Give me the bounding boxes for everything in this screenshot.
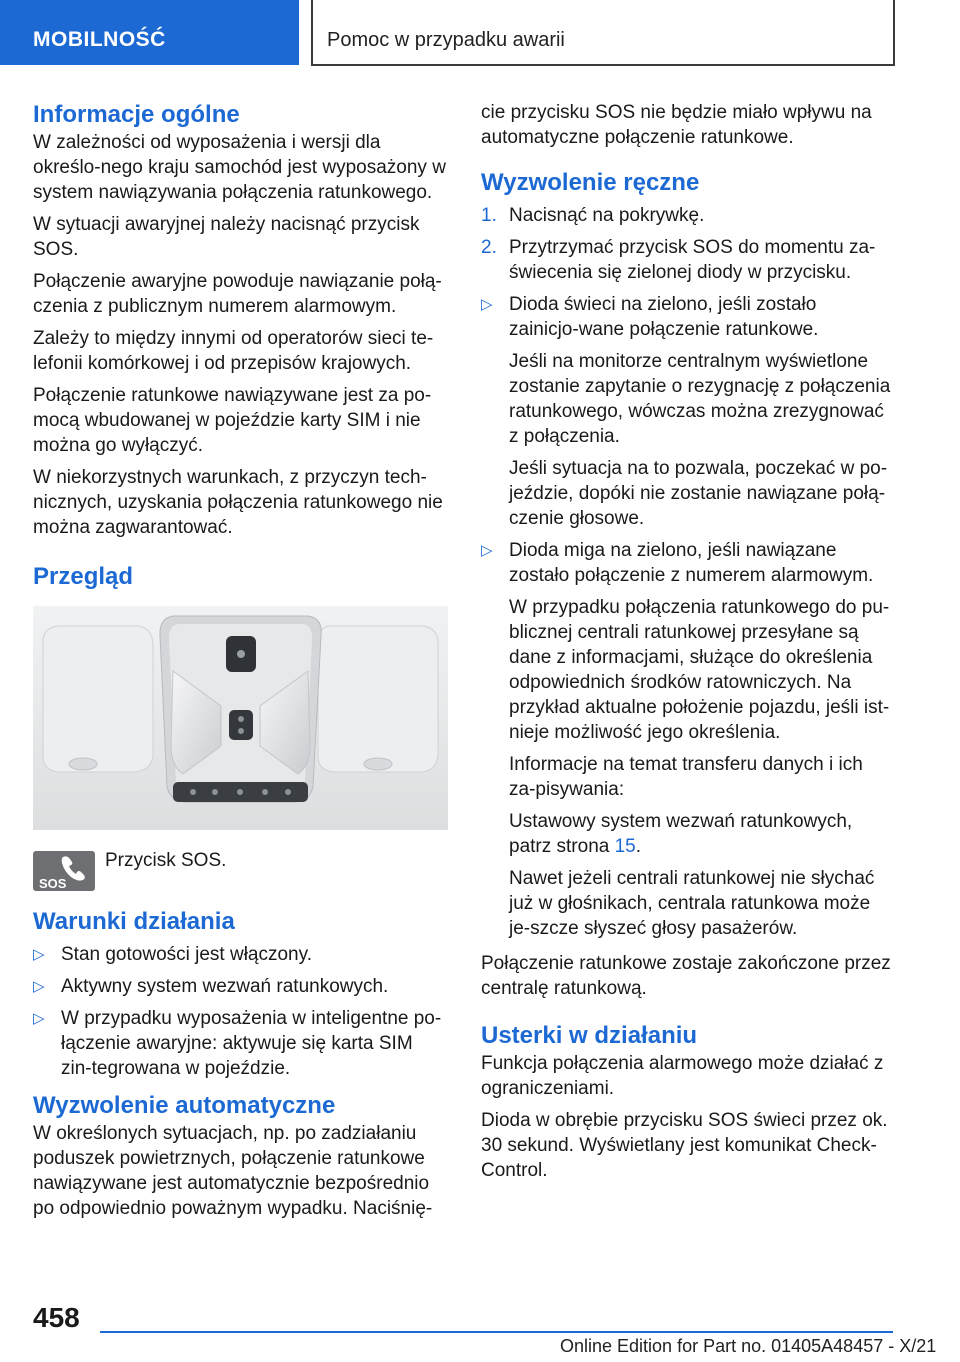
reference-text: Ustawowy system wezwań ratunkowych, patrz strona xyxy=(509,811,853,857)
list-item-text: W przypadku wyposażenia w inteligentne po-łączenie awaryjne: aktywuje się karta SIM zin-tegrowana w pojeździe. xyxy=(61,1008,442,1079)
paragraph: W niekorzystnych warunkach, z przyczyn tech-nicznych, uzyskania połączenia ratunkowego nie można zagwarantować. xyxy=(33,467,443,538)
sos-phone-icon xyxy=(33,851,95,891)
list-item-text: Dioda miga na zielono, jeśli nawiązane zostało połączenie z numerem alarmowym. xyxy=(509,540,874,586)
section-tab-label: MOBILNOŚĆ xyxy=(33,28,166,51)
sos-icon-label: SOS xyxy=(39,876,67,891)
section-tab[interactable] xyxy=(0,0,299,65)
list-item-subtext: Nawet jeżeli centrali ratunkowej nie słychać już w głośnikach, centrala ratunkowa może je-szcze słyszeć głosy pasażerów. xyxy=(509,868,875,939)
list-item-subtext xyxy=(509,809,891,859)
list-item-subtext: Informacje na temat transferu danych i ich za-pisywania: xyxy=(509,754,863,800)
paragraph: Funkcja połączenia alarmowego może działać z ograniczeniami. xyxy=(481,1053,884,1099)
page-number: 458 xyxy=(33,1302,80,1333)
header-divider xyxy=(893,0,895,65)
heading-manual-trigger: Wyzwolenie ręczne xyxy=(481,169,700,196)
heading-faults: Usterki w działaniu xyxy=(481,1022,698,1049)
reference-punct: . xyxy=(635,836,642,857)
heading-general-info: Informacje ogólne xyxy=(33,101,240,128)
paragraph: Połączenie ratunkowe zostaje zakończone przez centralę ratunkową. xyxy=(481,953,891,999)
paragraph: Dioda w obrębie przycisku SOS świeci przez ok. 30 sekund. Wyświetlany jest komunikat Check-Control. xyxy=(481,1110,888,1181)
paragraph: W sytuacji awaryjnej należy nacisnąć przycisk SOS. xyxy=(33,214,420,260)
conditions-list xyxy=(33,942,448,1081)
edition-note: Online Edition for Part no. 01405A48457 - X/21 xyxy=(560,1336,937,1356)
list-item-text: Dioda świeci na zielono, jeśli zostało zainicjo-wane połączenie ratunkowe. xyxy=(509,294,819,340)
sos-legend xyxy=(33,846,448,891)
triangle-right-outline-icon: ▷ xyxy=(33,1010,45,1027)
list-item xyxy=(33,1006,448,1081)
list-item-subtext: W przypadku połączenia ratunkowego do pu-blicznej centrali ratunkowej przesyłane są dane z informacjami, służące do określenia odpowiednich środków ratowniczych. Na przykład aktualne położenie pojazdu, jeśli ist-nieje możliwość jego określenia. xyxy=(509,597,890,743)
header-divider xyxy=(311,0,313,65)
led-status-list xyxy=(481,292,891,941)
paragraph: Połączenie awaryjne powoduje nawiązanie połą-czenia z publicznym numerem alarmowym. xyxy=(33,271,442,317)
header-divider xyxy=(311,64,895,66)
paragraph: cie przycisku SOS nie będzie miało wpływu na automatyczne połączenie ratunkowe. xyxy=(481,102,872,148)
page-reference-link[interactable]: 15 xyxy=(614,836,636,857)
list-item xyxy=(481,292,891,531)
list-item-text: Aktywny system wezwań ratunkowych. xyxy=(61,976,389,997)
heading-conditions: Warunki działania xyxy=(33,908,235,935)
list-item-subtext: Jeśli na monitorze centralnym wyświetlone zostanie zapytanie o rezygnację z połączenia ratunkowego, wówczas można zrezygnować z połączenia. xyxy=(509,351,891,447)
list-item xyxy=(33,974,448,999)
triangle-right-outline-icon: ▷ xyxy=(481,296,493,313)
triangle-right-outline-icon: ▷ xyxy=(33,946,45,963)
left-column xyxy=(33,100,448,1228)
paragraph: Połączenie ratunkowe nawiązywane jest za po-mocą wbudowanej w pojeździe karty SIM i nie można go wyłączyć. xyxy=(33,385,432,456)
triangle-right-outline-icon: ▷ xyxy=(481,542,493,559)
right-column xyxy=(481,100,891,1190)
paragraph: W zależności od wyposażenia i wersji dla określo-nego kraju samochód jest wyposażony w system nawiązywania połączenia ratunkowego. xyxy=(33,132,446,203)
list-item-text: Stan gotowości jest włączony. xyxy=(61,944,312,965)
footer-divider xyxy=(100,1331,893,1333)
overhead-console-illustration xyxy=(33,606,448,830)
triangle-right-outline-icon: ▷ xyxy=(33,978,45,995)
heading-automatic-trigger: Wyzwolenie automatyczne xyxy=(33,1092,336,1119)
list-item xyxy=(33,942,448,967)
steps-list xyxy=(481,203,891,285)
step-item xyxy=(481,235,891,285)
chapter-title: Pomoc w przypadku awarii xyxy=(327,29,565,51)
step-item xyxy=(481,203,891,228)
step-number: 1. xyxy=(481,205,497,226)
paragraph: W określonych sytuacjach, np. po zadziałaniu poduszek powietrznych, połączenie ratunkowe nawiązywane jest automatycznie bezpośrednio po odpowiednio poważnym wypadku. Naciśnię- xyxy=(33,1123,433,1219)
step-text: Nacisnąć na pokrywkę. xyxy=(509,205,705,226)
sos-caption: Przycisk SOS. xyxy=(105,850,227,871)
list-item-subtext: Jeśli sytuacja na to pozwala, poczekać w po-jeździe, dopóki nie zostanie nawiązane połą-czenie głosowe. xyxy=(509,458,888,529)
step-number: 2. xyxy=(481,237,497,258)
list-item xyxy=(481,538,891,941)
step-text: Przytrzymać przycisk SOS do momentu za-świecenia się zielonej diody w przycisku. xyxy=(509,237,876,283)
paragraph: Zależy to między innymi od operatorów sieci te-lefonii komórkowej i od przepisów krajowych. xyxy=(33,328,434,374)
heading-overview: Przegląd xyxy=(33,563,134,590)
overhead-console-figure xyxy=(33,606,448,830)
